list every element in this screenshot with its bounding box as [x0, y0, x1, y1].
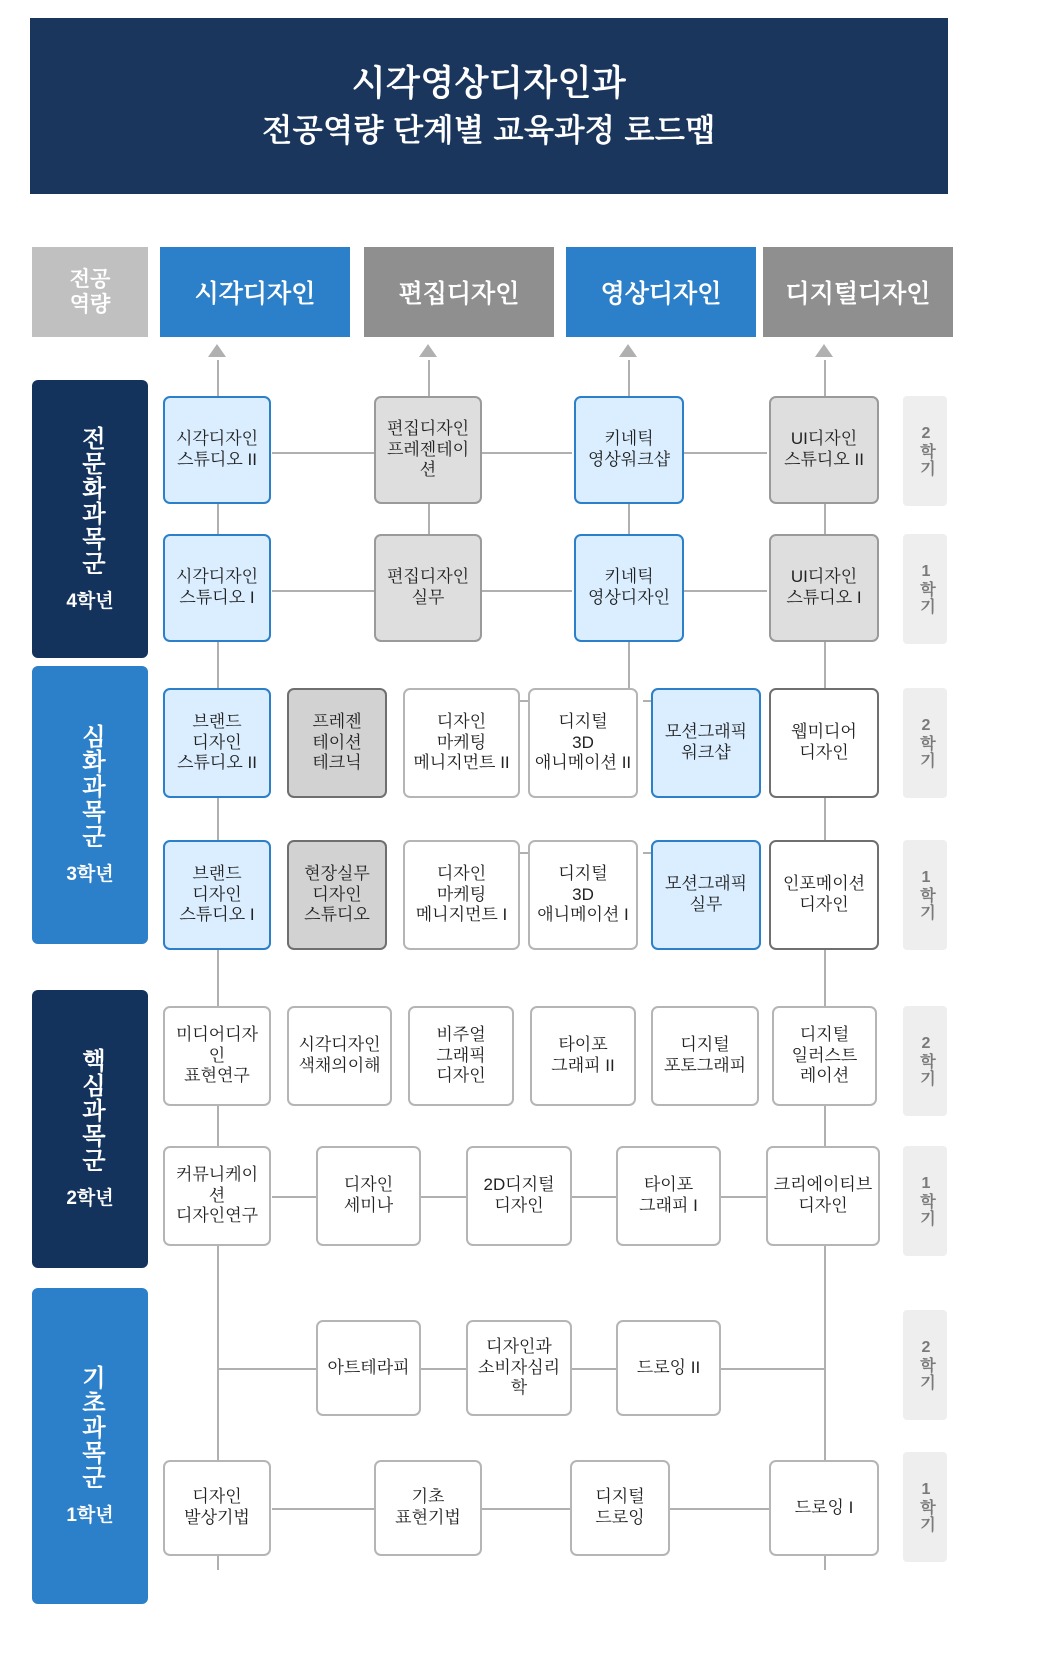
course-box[interactable]: 시각디자인 스튜디오 II: [163, 396, 271, 504]
course-box[interactable]: UI디자인 스튜디오 II: [769, 396, 879, 504]
arrow-up-icon-col2: [419, 344, 437, 357]
course-box[interactable]: 디지털 드로잉: [570, 1460, 670, 1556]
connector-h-17: [570, 1368, 618, 1370]
course-box[interactable]: 시각디자인 스튜디오 I: [163, 534, 271, 642]
connector-h-12: [420, 1196, 468, 1198]
group-title: 핵심과목군: [77, 1048, 105, 1173]
column-header-label: 시각디자인: [194, 280, 316, 308]
course-box[interactable]: 디지털 3D 애니메이션 I: [528, 840, 638, 950]
connector-h-6: [684, 590, 767, 592]
course-box[interactable]: 디자인 마케팅 메니지먼트 II: [403, 688, 520, 798]
course-box[interactable]: 아트테라피: [316, 1320, 421, 1416]
course-box[interactable]: 편집디자인 프레젠테이션: [374, 396, 482, 504]
connector-h-14: [719, 1196, 769, 1198]
course-box[interactable]: 타이포 그래피 I: [616, 1146, 721, 1246]
arrow-up-icon-col1: [208, 344, 226, 357]
course-box[interactable]: 편집디자인 실무: [374, 534, 482, 642]
arrow-up-icon-col3: [619, 344, 637, 357]
course-box[interactable]: 브랜드 디자인 스튜디오 II: [163, 688, 271, 798]
connector-h-19: [272, 1508, 377, 1510]
course-box[interactable]: 브랜드 디자인 스튜디오 I: [163, 840, 271, 950]
group-label-specialized: [32, 380, 148, 658]
group-title: 심화과목군: [77, 724, 105, 849]
course-box[interactable]: 디지털 3D 애니메이션 II: [528, 688, 638, 798]
course-box[interactable]: 드로잉 II: [616, 1320, 721, 1416]
course-box[interactable]: 타이포 그래피 II: [530, 1006, 636, 1106]
course-box[interactable]: 키네틱 영상워크샵: [574, 396, 684, 504]
page-title: 시각영상디자인과: [351, 63, 627, 103]
corner-header-line2: 역량: [69, 293, 111, 316]
semester-label-4-2: 2학기: [903, 396, 947, 506]
connector-h-4: [272, 590, 376, 592]
group-label-advanced: [32, 666, 148, 944]
group-title: 전문화과목군: [77, 425, 105, 576]
course-box[interactable]: 디지털 일러스트 레이션: [772, 1006, 877, 1106]
group-year: 4학년: [66, 590, 114, 612]
course-box[interactable]: 프레젠 테이션 테크닉: [287, 688, 387, 798]
course-box[interactable]: 현장실무 디자인 스튜디오: [287, 840, 387, 950]
course-box[interactable]: 디자인 발상기법: [163, 1460, 271, 1556]
course-box[interactable]: 인포메이션 디자인: [769, 840, 879, 950]
course-box[interactable]: 드로잉 I: [769, 1460, 879, 1556]
group-label-foundation: [32, 1288, 148, 1604]
course-box[interactable]: 기초 표현기법: [374, 1460, 482, 1556]
column-header-label: 영상디자인: [600, 280, 722, 308]
group-label-core: [32, 990, 148, 1268]
course-box[interactable]: 디자인과 소비자심리학: [466, 1320, 572, 1416]
semester-label-1-2: 2학기: [903, 1310, 947, 1420]
course-box[interactable]: 시각디자인 색채의이해: [287, 1006, 392, 1106]
page-subtitle: 전공역량 단계별 교육과정 로드맵: [262, 112, 716, 148]
group-year: 1학년: [66, 1505, 114, 1526]
semester-label-3-2: 2학기: [903, 688, 947, 798]
course-box[interactable]: 2D디지털 디자인: [466, 1146, 572, 1246]
column-header-digital-design: [763, 247, 953, 337]
course-box[interactable]: 미디어디자인 표현연구: [163, 1006, 271, 1106]
corner-header-line1: 전공: [69, 267, 111, 291]
column-header-label: 편집디자인: [398, 280, 520, 308]
connector-h-18: [719, 1368, 824, 1370]
connector-h-13: [570, 1196, 618, 1198]
group-title: 기초과목군: [77, 1365, 105, 1490]
course-box[interactable]: 비주얼 그래픽 디자인: [408, 1006, 514, 1106]
course-box[interactable]: 모션그래픽 워크샵: [651, 688, 761, 798]
course-box[interactable]: 커뮤니케이션 디자인연구: [163, 1146, 271, 1246]
course-box[interactable]: 웹미디어 디자인: [769, 688, 879, 798]
arrow-up-icon-col4: [815, 344, 833, 357]
column-header-video-design: [566, 247, 756, 337]
semester-label-1-1: 1학기: [903, 1452, 947, 1562]
connector-h-5: [482, 590, 572, 592]
course-box[interactable]: 키네틱 영상디자인: [574, 534, 684, 642]
course-box[interactable]: 크리에이티브 디자인: [766, 1146, 880, 1246]
semester-label-3-1: 1학기: [903, 840, 947, 950]
connector-h-2: [482, 452, 572, 454]
course-box[interactable]: 모션그래픽 실무: [651, 840, 761, 950]
course-box[interactable]: 디자인 마케팅 메니지먼트 I: [403, 840, 520, 950]
connector-h-15: [217, 1368, 322, 1370]
column-header-editorial-design: [364, 247, 554, 337]
semester-label-2-1: 1학기: [903, 1146, 947, 1256]
column-header-visual-design: [160, 247, 350, 337]
connector-h-20: [482, 1508, 572, 1510]
connector-h-3: [684, 452, 767, 454]
corner-header: [32, 247, 148, 337]
course-box[interactable]: 디지털 포토그래피: [651, 1006, 759, 1106]
connector-h-11: [272, 1196, 322, 1198]
semester-label-2-2: 2학기: [903, 1006, 947, 1116]
column-header-label: 디지털디자인: [785, 280, 931, 308]
group-year: 2학년: [66, 1188, 114, 1209]
connector-h-1: [272, 452, 376, 454]
course-box[interactable]: 디자인 세미나: [316, 1146, 421, 1246]
connector-h-21: [668, 1508, 769, 1510]
group-year: 3학년: [66, 864, 114, 885]
connector-h-16: [420, 1368, 468, 1370]
page-header: [30, 18, 948, 194]
course-box[interactable]: UI디자인 스튜디오 I: [769, 534, 879, 642]
semester-label-4-1: 1학기: [903, 534, 947, 644]
